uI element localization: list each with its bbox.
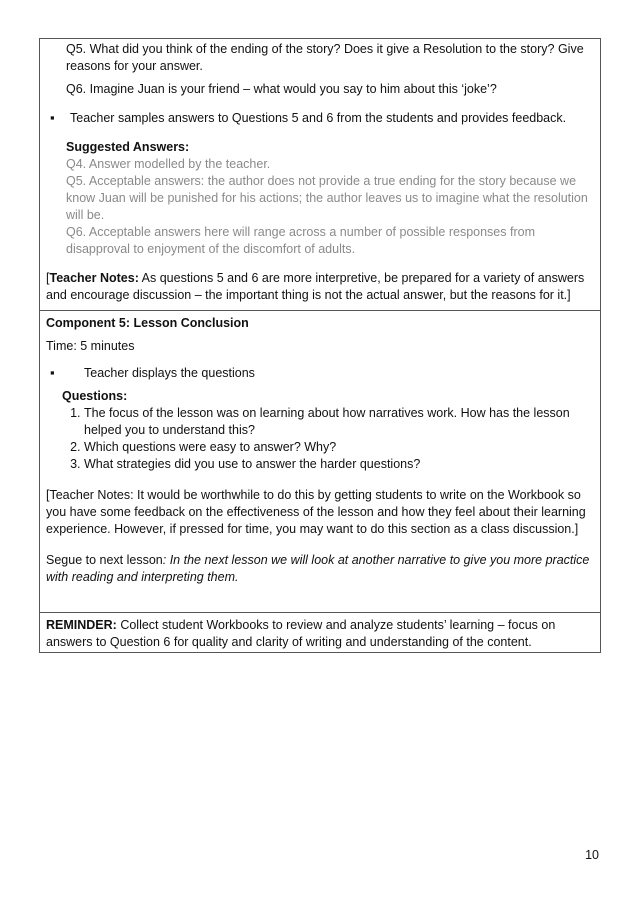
page-number: 10: [585, 848, 599, 862]
question-item: 3. What strategies did you use to answer the harder questions?: [84, 456, 594, 473]
feedback-bullet-text: Teacher samples answers to Questions 5 and 6 from the students and provides feedback.: [70, 111, 567, 125]
segue-label: Segue to next lesson: [46, 553, 163, 567]
teacher-notes-text: As questions 5 and 6 are more interpretive, be prepared for a variety of answers and encourage discussion – the important thing is not the actual answer, but the reasons for it.]: [46, 271, 585, 302]
teacher-notes-1: [46, 270, 594, 304]
displays-questions-text: Teacher displays the questions: [84, 366, 255, 380]
segue-text: : In the next lesson we will look at another narrative to give you more practice with reading and interpreting them.: [46, 553, 590, 584]
reminder-paragraph: [46, 617, 594, 651]
answer-q6: Q6. Acceptable answers here will range across a number of possible responses from disapproval to enjoyment of the discomfort of adults.: [66, 225, 535, 256]
questions-list: [46, 405, 594, 473]
suggested-answers-heading: Suggested Answers:: [66, 140, 190, 154]
question-5: Q5. What did you think of the ending of the story? Does it give a Resolution to the story? Give reasons for your answer.: [66, 42, 584, 73]
question-item: 1. The focus of the lesson was on learning about how narratives work. How has the lesson helped you to understand this?: [84, 405, 594, 439]
component-title: Component 5: Lesson Conclusion: [46, 316, 249, 330]
questions-feedback-cell: [40, 39, 600, 311]
teacher-notes-open: [: [46, 271, 50, 285]
lesson-plan-table: [39, 38, 601, 653]
questions-heading: Questions:: [62, 389, 128, 403]
time-label: Time: 5 minutes: [46, 339, 135, 353]
teacher-notes-label: Teacher Notes:: [49, 271, 139, 285]
reminder-label: REMINDER:: [46, 618, 117, 632]
lesson-conclusion-cell: [40, 311, 600, 613]
answer-q5: Q5. Acceptable answers: the author does not provide a true ending for the story because we know Juan will be punished for his actions; the author leaves us to imagine what the resolution will be.: [66, 174, 588, 222]
question-item: 2. Which questions were easy to answer? Why?: [84, 439, 594, 456]
answer-q4: Q4. Answer modelled by the teacher.: [66, 157, 271, 171]
reminder-text: Collect student Workbooks to review and analyze students’ learning – focus on answers to Question 6 for quality and clarity of writing and understanding of the content.: [46, 618, 556, 649]
feedback-bullet: [46, 110, 594, 127]
question-6: Q6. Imagine Juan is your friend – what would you say to him about this ‘joke’?: [66, 82, 497, 96]
displays-questions-bullet: [46, 365, 594, 382]
reminder-cell: [40, 613, 600, 653]
teacher-notes-2: [Teacher Notes: It would be worthwhile to do this by getting students to write on the Workbook so you have some feedback on the effectiveness of the lesson and how they feel about their learning experience. However, if pressed for time, you may want to do this section as a class discussion.]: [46, 488, 586, 536]
segue-paragraph: [46, 552, 594, 586]
